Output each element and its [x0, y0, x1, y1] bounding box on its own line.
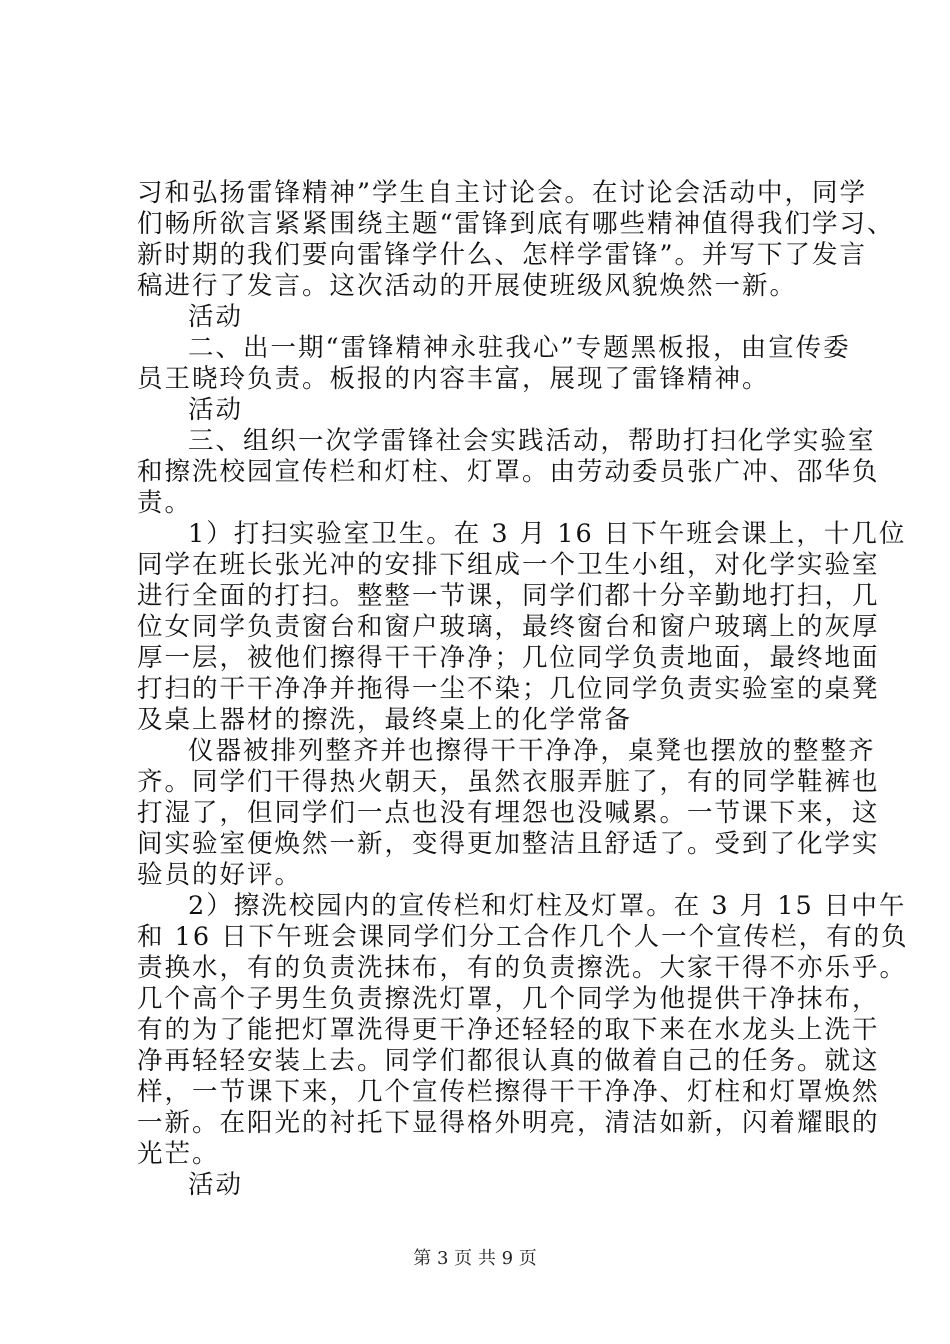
- text-line: 活动: [188, 395, 244, 425]
- text-line: 员王晓玲负责。板报的内容丰富，展现了雷锋精神。: [137, 364, 770, 394]
- text-line: 2）擦洗校园内的宣传栏和灯柱及灯罩。在 3 月 15 日中午: [188, 891, 907, 921]
- text-line: 三、组织一次学雷锋社会实践活动，帮助打扫化学实验室: [188, 426, 876, 456]
- text-line: 和擦洗校园宣传栏和灯柱、灯罩。由劳动委员张广冲、邵华负: [137, 457, 880, 487]
- text-line: 厚一层，被他们擦得干干净净；几位同学负责地面，最终地面: [137, 643, 880, 673]
- text-line: 一新。在阳光的衬托下显得格外明亮，清洁如新，闪着耀眼的: [137, 1108, 880, 1138]
- text-line: 进行全面的打扫。整整一节课，同学们都十分辛勤地打扫，几: [137, 581, 880, 611]
- text-line: 齐。同学们干得热火朝天，虽然衣服弄脏了，有的同学鞋裤也: [137, 767, 880, 797]
- text-line: 习和弘扬雷锋精神”学生自主讨论会。在讨论会活动中，同学: [137, 178, 868, 208]
- text-line: 二、出一期“雷锋精神永驻我心”专题黑板报，由宣传委: [188, 333, 851, 363]
- document-body: [137, 178, 909, 1201]
- text-line: 间实验室便焕然一新，变得更加整洁且舒适了。受到了化学实: [137, 829, 880, 859]
- text-line: 1）打扫实验室卫生。在 3 月 16 日下午班会课上，十几位: [188, 519, 907, 549]
- text-line: 有的为了能把灯罩洗得更干净还轻轻的取下来在水龙头上洗干: [137, 1015, 880, 1045]
- text-line: 仪器被排列整齐并也擦得干干净净，桌凳也摆放的整整齐: [188, 736, 876, 766]
- text-line: 稿进行了发言。这次活动的开展使班级风貌焕然一新。: [137, 271, 798, 301]
- text-line: 样，一节课下来，几个宣传栏擦得干干净净、灯柱和灯罩焕然: [137, 1077, 880, 1107]
- text-line: 和 16 日下午班会课同学们分工合作几个人一个宣传栏，有的负: [137, 922, 909, 952]
- text-line: 验员的好评。: [137, 860, 303, 890]
- text-line: 及桌上器材的擦洗，最终桌上的化学常备: [137, 705, 633, 735]
- text-line: 净再轻轻安装上去。同学们都很认真的做着自己的任务。就这: [137, 1046, 880, 1076]
- text-line: 同学在班长张光冲的安排下组成一个卫生小组，对化学实验室: [137, 550, 880, 580]
- text-line: 打扫的干干净净并拖得一尘不染；几位同学负责实验室的桌凳: [137, 674, 880, 704]
- text-line: 新时期的我们要向雷锋学什么、怎样学雷锋”。并写下了发言: [137, 240, 868, 270]
- text-line: 责换水，有的负责洗抹布，有的负责擦洗。大家干得不亦乐乎。: [137, 953, 908, 983]
- text-line: 打湿了，但同学们一点也没有埋怨也没喊累。一节课下来，这: [137, 798, 880, 828]
- text-line: 活动: [188, 1170, 244, 1200]
- text-line: 活动: [188, 302, 244, 332]
- text-line: 位女同学负责窗台和窗户玻璃，最终窗台和窗户玻璃上的灰厚: [137, 612, 880, 642]
- text-line: 光芒。: [137, 1139, 220, 1169]
- text-line: 几个高个子男生负责擦洗灯罩，几个同学为他提供干净抹布，: [137, 984, 880, 1014]
- text-line: 们畅所欲言紧紧围绕主题“雷锋到底有哪些精神值得我们学习、: [137, 209, 895, 239]
- page-footer: 第 3 页 共 9 页: [413, 1248, 537, 1269]
- text-line: 责。: [137, 488, 193, 518]
